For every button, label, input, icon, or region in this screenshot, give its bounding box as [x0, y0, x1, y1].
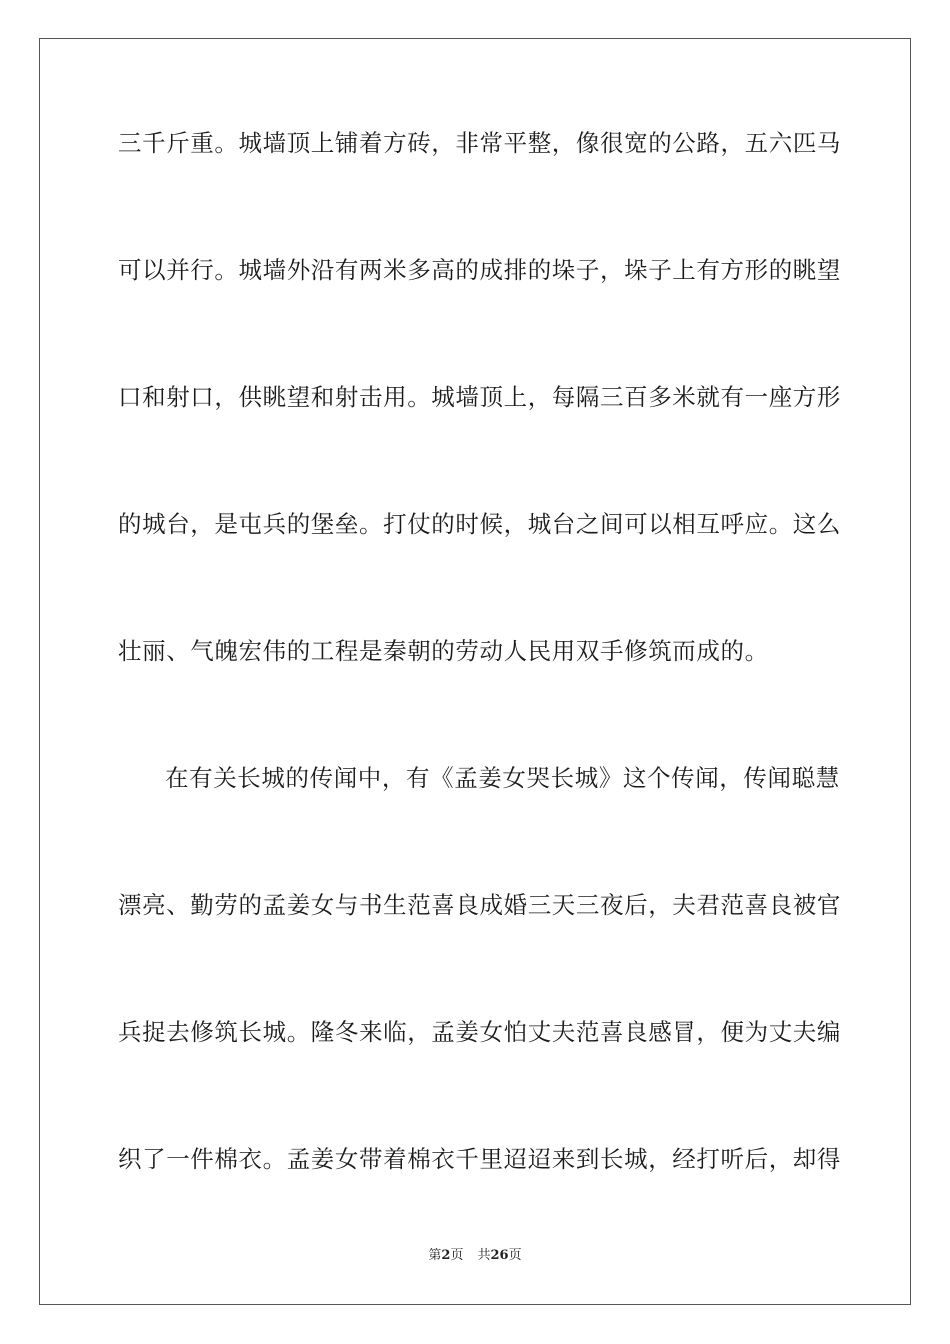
- paragraph-line: 漂亮、勤劳的孟姜女与书生范喜良成婚三天三夜后，夫君范喜良被官: [118, 891, 841, 919]
- total-prefix: 共: [477, 1248, 491, 1263]
- paragraph-line: 口和射口，供眺望和射击用。城墙顶上，每隔三百多米就有一座方形: [118, 383, 841, 411]
- paragraph-line: 三千斤重。城墙顶上铺着方砖，非常平整，像很宽的公路，五六匹马: [118, 129, 841, 157]
- paragraph-line: 在有关长城的传闻中，有《孟姜女哭长城》这个传闻，传闻聪慧: [165, 764, 840, 792]
- paragraph-line: 壮丽、气魄宏伟的工程是秦朝的劳动人民用双手修筑而成的。: [118, 637, 769, 665]
- total-pages: 26: [490, 1248, 509, 1263]
- total-suffix: 页: [508, 1248, 522, 1263]
- page-border: [39, 38, 911, 1305]
- page-suffix: 页: [450, 1248, 464, 1263]
- paragraph-line: 织了一件棉衣。孟姜女带着棉衣千里迢迢来到长城，经打听后，却得: [118, 1145, 841, 1173]
- paragraph-line: 的城台，是屯兵的堡垒。打仗的时候，城台之间可以相互呼应。这么: [118, 510, 841, 538]
- page-footer: [0, 1247, 950, 1265]
- paragraph-line: 兵捉去修筑长城。隆冬来临，孟姜女怕丈夫范喜良感冒，便为丈夫编: [118, 1018, 841, 1046]
- page-number: 2: [441, 1248, 451, 1263]
- paragraph-line: 可以并行。城墙外沿有两米多高的成排的垛子，垛子上有方形的眺望: [118, 256, 841, 284]
- page-prefix: 第: [428, 1248, 442, 1263]
